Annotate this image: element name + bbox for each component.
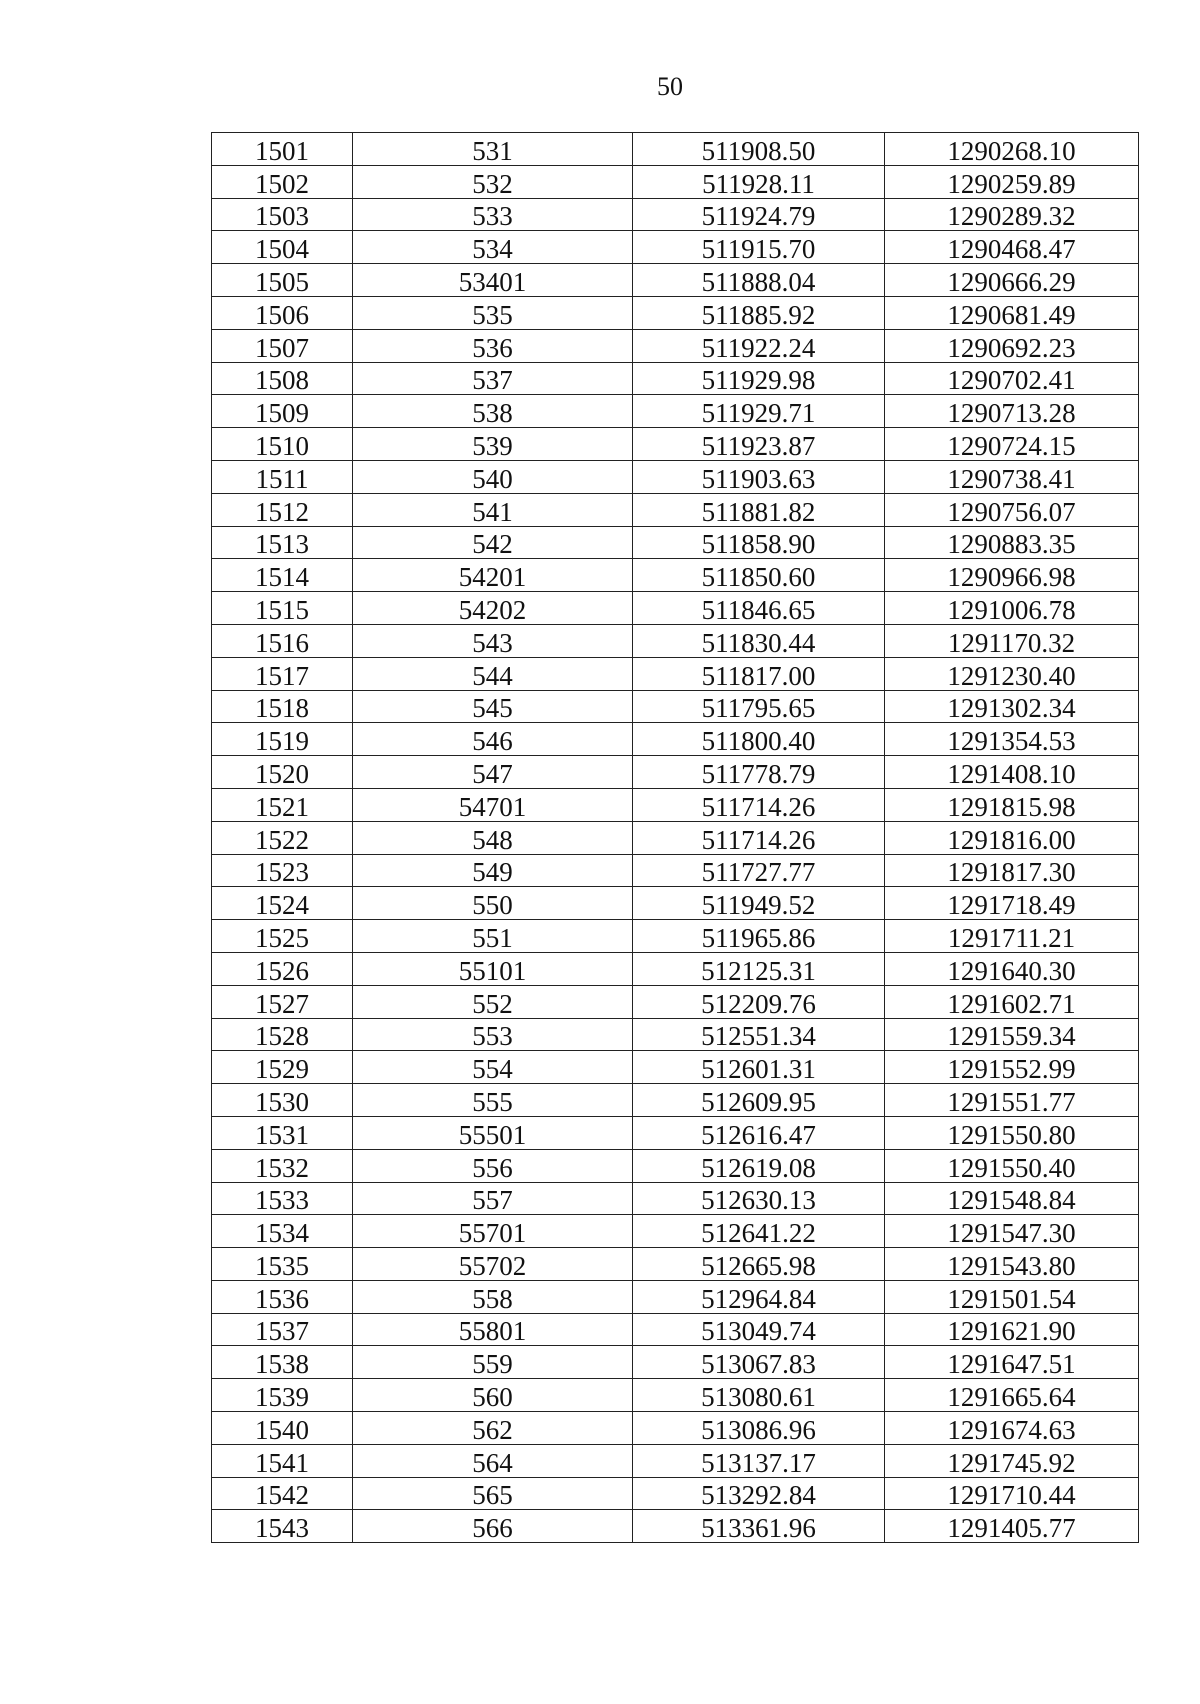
x-coordinate-cell: 511881.82 [633, 493, 885, 526]
table-row [212, 1346, 1139, 1379]
y-coordinate-cell: 1291302.34 [885, 690, 1139, 723]
y-coordinate-cell: 1291647.51 [885, 1346, 1139, 1379]
y-coordinate-cell: 1290681.49 [885, 296, 1139, 329]
x-coordinate-cell: 513361.96 [633, 1510, 885, 1543]
table-row [212, 165, 1139, 198]
point-id-cell: 535 [353, 296, 633, 329]
y-coordinate-cell: 1291674.63 [885, 1412, 1139, 1445]
row-index-cell: 1527 [212, 985, 353, 1018]
row-index-cell: 1540 [212, 1412, 353, 1445]
x-coordinate-cell: 511922.24 [633, 329, 885, 362]
x-coordinate-cell: 512125.31 [633, 952, 885, 985]
x-coordinate-cell: 513080.61 [633, 1379, 885, 1412]
row-index-cell: 1515 [212, 592, 353, 625]
point-id-cell: 544 [353, 657, 633, 690]
point-id-cell: 556 [353, 1149, 633, 1182]
x-coordinate-cell: 511885.92 [633, 296, 885, 329]
table-row [212, 920, 1139, 953]
row-index-cell: 1523 [212, 854, 353, 887]
x-coordinate-cell: 511778.79 [633, 756, 885, 789]
x-coordinate-cell: 512609.95 [633, 1084, 885, 1117]
point-id-cell: 554 [353, 1051, 633, 1084]
point-id-cell: 537 [353, 362, 633, 395]
table-row [212, 1018, 1139, 1051]
point-id-cell: 551 [353, 920, 633, 953]
table-row [212, 723, 1139, 756]
x-coordinate-cell: 511949.52 [633, 887, 885, 920]
x-coordinate-cell: 512619.08 [633, 1149, 885, 1182]
x-coordinate-cell: 512209.76 [633, 985, 885, 1018]
table-row [212, 460, 1139, 493]
table-row [212, 1116, 1139, 1149]
point-id-cell: 550 [353, 887, 633, 920]
point-id-cell: 536 [353, 329, 633, 362]
x-coordinate-cell: 511830.44 [633, 624, 885, 657]
row-index-cell: 1502 [212, 165, 353, 198]
x-coordinate-cell: 512964.84 [633, 1280, 885, 1313]
row-index-cell: 1533 [212, 1182, 353, 1215]
row-index-cell: 1508 [212, 362, 353, 395]
coordinates-table [211, 132, 1139, 1543]
x-coordinate-cell: 513067.83 [633, 1346, 885, 1379]
point-id-cell: 539 [353, 428, 633, 461]
row-index-cell: 1509 [212, 395, 353, 428]
table-row [212, 952, 1139, 985]
x-coordinate-cell: 511928.11 [633, 165, 885, 198]
x-coordinate-cell: 512665.98 [633, 1248, 885, 1281]
row-index-cell: 1530 [212, 1084, 353, 1117]
y-coordinate-cell: 1291550.40 [885, 1149, 1139, 1182]
row-index-cell: 1519 [212, 723, 353, 756]
x-coordinate-cell: 511929.71 [633, 395, 885, 428]
point-id-cell: 534 [353, 231, 633, 264]
x-coordinate-cell: 513086.96 [633, 1412, 885, 1445]
x-coordinate-cell: 511800.40 [633, 723, 885, 756]
x-coordinate-cell: 513292.84 [633, 1477, 885, 1510]
x-coordinate-cell: 511846.65 [633, 592, 885, 625]
y-coordinate-cell: 1291547.30 [885, 1215, 1139, 1248]
table-row [212, 657, 1139, 690]
table-row [212, 231, 1139, 264]
point-id-cell: 553 [353, 1018, 633, 1051]
x-coordinate-cell: 511965.86 [633, 920, 885, 953]
row-index-cell: 1531 [212, 1116, 353, 1149]
x-coordinate-cell: 511795.65 [633, 690, 885, 723]
x-coordinate-cell: 511817.00 [633, 657, 885, 690]
y-coordinate-cell: 1290692.23 [885, 329, 1139, 362]
row-index-cell: 1514 [212, 559, 353, 592]
row-index-cell: 1524 [212, 887, 353, 920]
row-index-cell: 1506 [212, 296, 353, 329]
y-coordinate-cell: 1291550.80 [885, 1116, 1139, 1149]
table-row [212, 1248, 1139, 1281]
y-coordinate-cell: 1291405.77 [885, 1510, 1139, 1543]
x-coordinate-cell: 512641.22 [633, 1215, 885, 1248]
y-coordinate-cell: 1291552.99 [885, 1051, 1139, 1084]
point-id-cell: 545 [353, 690, 633, 723]
y-coordinate-cell: 1291602.71 [885, 985, 1139, 1018]
table-row [212, 559, 1139, 592]
row-index-cell: 1541 [212, 1444, 353, 1477]
table-row [212, 1051, 1139, 1084]
table-row [212, 493, 1139, 526]
point-id-cell: 54202 [353, 592, 633, 625]
table-row [212, 133, 1139, 166]
y-coordinate-cell: 1291710.44 [885, 1477, 1139, 1510]
x-coordinate-cell: 511888.04 [633, 264, 885, 297]
x-coordinate-cell: 511915.70 [633, 231, 885, 264]
row-index-cell: 1539 [212, 1379, 353, 1412]
table-row [212, 985, 1139, 1018]
table-row [212, 690, 1139, 723]
x-coordinate-cell: 512601.31 [633, 1051, 885, 1084]
y-coordinate-cell: 1290268.10 [885, 133, 1139, 166]
row-index-cell: 1513 [212, 526, 353, 559]
point-id-cell: 532 [353, 165, 633, 198]
row-index-cell: 1512 [212, 493, 353, 526]
y-coordinate-cell: 1291816.00 [885, 821, 1139, 854]
x-coordinate-cell: 512630.13 [633, 1182, 885, 1215]
row-index-cell: 1526 [212, 952, 353, 985]
y-coordinate-cell: 1291621.90 [885, 1313, 1139, 1346]
table-row [212, 296, 1139, 329]
y-coordinate-cell: 1291354.53 [885, 723, 1139, 756]
point-id-cell: 559 [353, 1346, 633, 1379]
table-row [212, 624, 1139, 657]
table-row [212, 756, 1139, 789]
coordinates-table-body [212, 133, 1139, 1543]
y-coordinate-cell: 1290468.47 [885, 231, 1139, 264]
y-coordinate-cell: 1291665.64 [885, 1379, 1139, 1412]
row-index-cell: 1521 [212, 788, 353, 821]
x-coordinate-cell: 513049.74 [633, 1313, 885, 1346]
y-coordinate-cell: 1290666.29 [885, 264, 1139, 297]
point-id-cell: 55501 [353, 1116, 633, 1149]
table-row [212, 1412, 1139, 1445]
y-coordinate-cell: 1290883.35 [885, 526, 1139, 559]
point-id-cell: 565 [353, 1477, 633, 1510]
point-id-cell: 55801 [353, 1313, 633, 1346]
x-coordinate-cell: 513137.17 [633, 1444, 885, 1477]
table-row [212, 526, 1139, 559]
point-id-cell: 54701 [353, 788, 633, 821]
x-coordinate-cell: 511903.63 [633, 460, 885, 493]
y-coordinate-cell: 1291230.40 [885, 657, 1139, 690]
y-coordinate-cell: 1290289.32 [885, 198, 1139, 231]
row-index-cell: 1528 [212, 1018, 353, 1051]
y-coordinate-cell: 1291711.21 [885, 920, 1139, 953]
table-row [212, 362, 1139, 395]
point-id-cell: 562 [353, 1412, 633, 1445]
y-coordinate-cell: 1290713.28 [885, 395, 1139, 428]
row-index-cell: 1507 [212, 329, 353, 362]
x-coordinate-cell: 511850.60 [633, 559, 885, 592]
table-row [212, 1379, 1139, 1412]
row-index-cell: 1504 [212, 231, 353, 264]
x-coordinate-cell: 511908.50 [633, 133, 885, 166]
point-id-cell: 533 [353, 198, 633, 231]
point-id-cell: 555 [353, 1084, 633, 1117]
row-index-cell: 1522 [212, 821, 353, 854]
point-id-cell: 566 [353, 1510, 633, 1543]
y-coordinate-cell: 1291718.49 [885, 887, 1139, 920]
row-index-cell: 1517 [212, 657, 353, 690]
row-index-cell: 1543 [212, 1510, 353, 1543]
row-index-cell: 1525 [212, 920, 353, 953]
point-id-cell: 552 [353, 985, 633, 1018]
point-id-cell: 558 [353, 1280, 633, 1313]
row-index-cell: 1501 [212, 133, 353, 166]
table-row [212, 887, 1139, 920]
point-id-cell: 557 [353, 1182, 633, 1215]
point-id-cell: 531 [353, 133, 633, 166]
x-coordinate-cell: 511714.26 [633, 821, 885, 854]
point-id-cell: 564 [353, 1444, 633, 1477]
x-coordinate-cell: 511923.87 [633, 428, 885, 461]
point-id-cell: 549 [353, 854, 633, 887]
point-id-cell: 538 [353, 395, 633, 428]
table-row [212, 1510, 1139, 1543]
row-index-cell: 1516 [212, 624, 353, 657]
x-coordinate-cell: 511929.98 [633, 362, 885, 395]
y-coordinate-cell: 1290966.98 [885, 559, 1139, 592]
y-coordinate-cell: 1290259.89 [885, 165, 1139, 198]
y-coordinate-cell: 1291408.10 [885, 756, 1139, 789]
table-row [212, 1149, 1139, 1182]
y-coordinate-cell: 1291640.30 [885, 952, 1139, 985]
point-id-cell: 543 [353, 624, 633, 657]
y-coordinate-cell: 1291551.77 [885, 1084, 1139, 1117]
x-coordinate-cell: 511727.77 [633, 854, 885, 887]
row-index-cell: 1510 [212, 428, 353, 461]
row-index-cell: 1505 [212, 264, 353, 297]
row-index-cell: 1535 [212, 1248, 353, 1281]
point-id-cell: 542 [353, 526, 633, 559]
table-row [212, 1444, 1139, 1477]
point-id-cell: 55702 [353, 1248, 633, 1281]
row-index-cell: 1537 [212, 1313, 353, 1346]
point-id-cell: 540 [353, 460, 633, 493]
point-id-cell: 55101 [353, 952, 633, 985]
point-id-cell: 560 [353, 1379, 633, 1412]
y-coordinate-cell: 1291501.54 [885, 1280, 1139, 1313]
row-index-cell: 1518 [212, 690, 353, 723]
row-index-cell: 1503 [212, 198, 353, 231]
table-row [212, 788, 1139, 821]
table-row [212, 428, 1139, 461]
y-coordinate-cell: 1290724.15 [885, 428, 1139, 461]
table-row [212, 1215, 1139, 1248]
table-row [212, 1313, 1139, 1346]
point-id-cell: 548 [353, 821, 633, 854]
table-row [212, 329, 1139, 362]
x-coordinate-cell: 511714.26 [633, 788, 885, 821]
point-id-cell: 541 [353, 493, 633, 526]
row-index-cell: 1542 [212, 1477, 353, 1510]
page-number: 50 [657, 72, 683, 101]
y-coordinate-cell: 1291170.32 [885, 624, 1139, 657]
point-id-cell: 53401 [353, 264, 633, 297]
table-row [212, 592, 1139, 625]
point-id-cell: 546 [353, 723, 633, 756]
table-row [212, 395, 1139, 428]
y-coordinate-cell: 1291006.78 [885, 592, 1139, 625]
table-row [212, 1182, 1139, 1215]
table-row [212, 198, 1139, 231]
y-coordinate-cell: 1290702.41 [885, 362, 1139, 395]
x-coordinate-cell: 512551.34 [633, 1018, 885, 1051]
table-row [212, 264, 1139, 297]
row-index-cell: 1538 [212, 1346, 353, 1379]
y-coordinate-cell: 1290738.41 [885, 460, 1139, 493]
y-coordinate-cell: 1291559.34 [885, 1018, 1139, 1051]
row-index-cell: 1529 [212, 1051, 353, 1084]
y-coordinate-cell: 1290756.07 [885, 493, 1139, 526]
y-coordinate-cell: 1291543.80 [885, 1248, 1139, 1281]
row-index-cell: 1520 [212, 756, 353, 789]
y-coordinate-cell: 1291745.92 [885, 1444, 1139, 1477]
row-index-cell: 1532 [212, 1149, 353, 1182]
table-row [212, 854, 1139, 887]
x-coordinate-cell: 512616.47 [633, 1116, 885, 1149]
y-coordinate-cell: 1291548.84 [885, 1182, 1139, 1215]
row-index-cell: 1511 [212, 460, 353, 493]
table-row [212, 1477, 1139, 1510]
row-index-cell: 1534 [212, 1215, 353, 1248]
y-coordinate-cell: 1291815.98 [885, 788, 1139, 821]
table-row [212, 1280, 1139, 1313]
x-coordinate-cell: 511924.79 [633, 198, 885, 231]
point-id-cell: 54201 [353, 559, 633, 592]
x-coordinate-cell: 511858.90 [633, 526, 885, 559]
point-id-cell: 547 [353, 756, 633, 789]
row-index-cell: 1536 [212, 1280, 353, 1313]
point-id-cell: 55701 [353, 1215, 633, 1248]
table-row [212, 1084, 1139, 1117]
y-coordinate-cell: 1291817.30 [885, 854, 1139, 887]
table-row [212, 821, 1139, 854]
